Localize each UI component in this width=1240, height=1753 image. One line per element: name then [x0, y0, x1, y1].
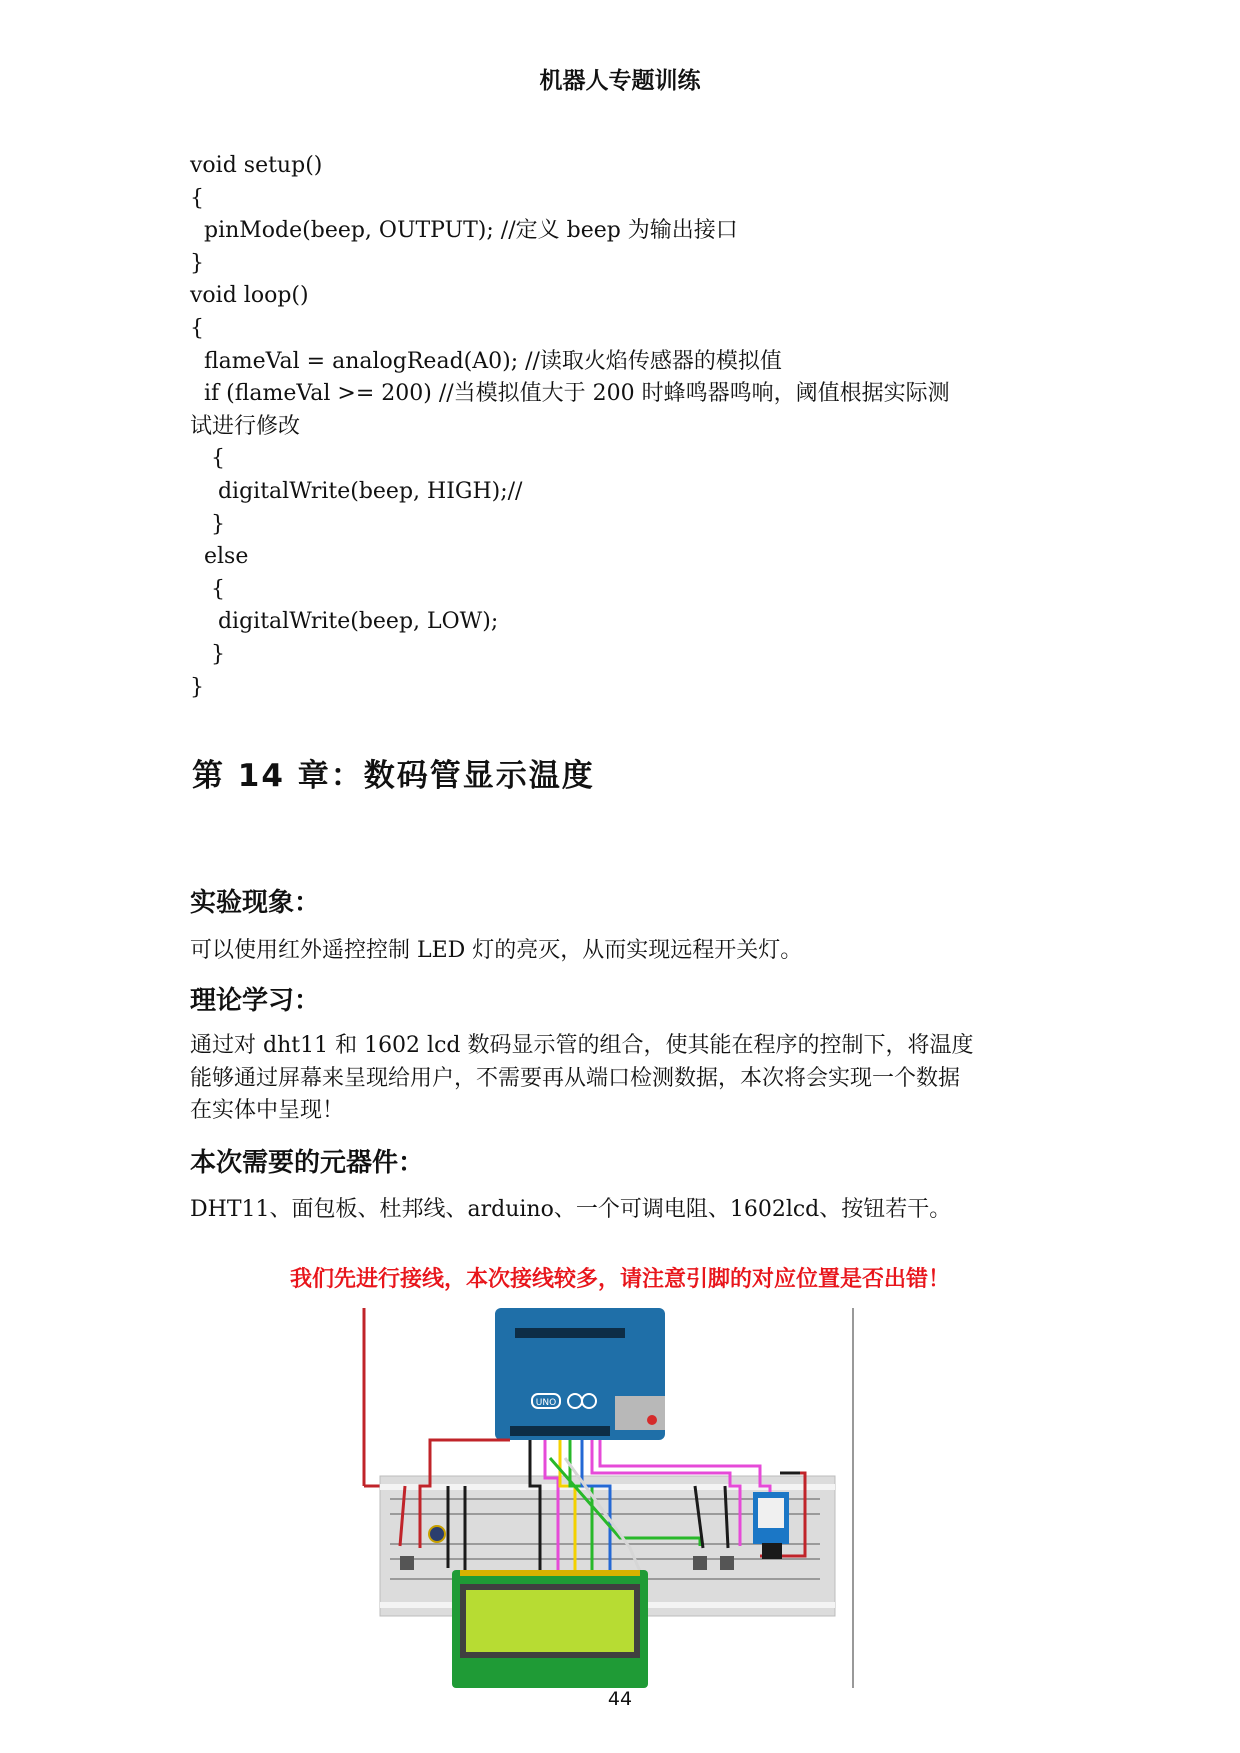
code-line: void setup() [190, 153, 323, 178]
code-line: { [190, 185, 204, 211]
code-line: flameVal = analogRead(A0); //读取火焰传感器的模拟值 [190, 348, 782, 374]
page-number: 44 [607, 1688, 633, 1710]
theory-line: 在实体中呈现！ [190, 1098, 345, 1124]
phenomenon-text: 可以使用红外遥控控制 LED 灯的亮灭，从而实现远程开关灯。 [190, 938, 803, 963]
section-heading-components: 本次需要的元器件： [190, 1148, 425, 1178]
code-line: } [190, 641, 225, 667]
section-heading-theory: 理论学习： [190, 986, 321, 1016]
code-line: { [190, 446, 225, 472]
board-label: UNO [535, 1398, 557, 1408]
code-line: } [190, 674, 204, 700]
section-heading-phenomenon: 实验现象： [190, 888, 321, 918]
code-line: digitalWrite(beep, HIGH);// [190, 478, 523, 504]
code-line: pinMode(beep, OUTPUT); //定义 beep 为输出接口 [190, 218, 738, 244]
chapter-title: 第 14 章：数码管显示温度 [192, 758, 595, 794]
code-line: { [190, 576, 225, 602]
wiring-diagram-icon [360, 1308, 860, 1688]
code-line: } [190, 250, 204, 276]
code-block [190, 150, 1070, 704]
wiring-warning: 我们先进行接线，本次接线较多，请注意引脚的对应位置是否出错！ [289, 1267, 950, 1292]
code-line: else [190, 544, 249, 570]
theory-line: 通过对 dht11 和 1602 lcd 数码显示管的组合，使其能在程序的控制下，将温度 [190, 1033, 974, 1058]
code-line: void loop() [190, 283, 309, 309]
code-line: if (flameVal >= 200) //当模拟值大于 200 时蜂鸣器鸣响，阈值根据实际测 [190, 381, 950, 407]
theory-text [190, 1030, 1070, 1128]
code-line: 试进行修改 [190, 413, 301, 439]
components-text: DHT11、面包板、杜邦线、arduino、一个可调电阻、1602lcd、按钮若干。 [190, 1197, 952, 1222]
code-line: digitalWrite(beep, LOW); [190, 609, 499, 635]
code-line: } [190, 511, 225, 537]
code-line: { [190, 315, 204, 341]
theory-line: 能够通过屏幕来呈现给用户，不需要再从端口检测数据，本次将会实现一个数据 [190, 1065, 961, 1091]
page-header-title: 机器人专题训练 [539, 68, 701, 94]
